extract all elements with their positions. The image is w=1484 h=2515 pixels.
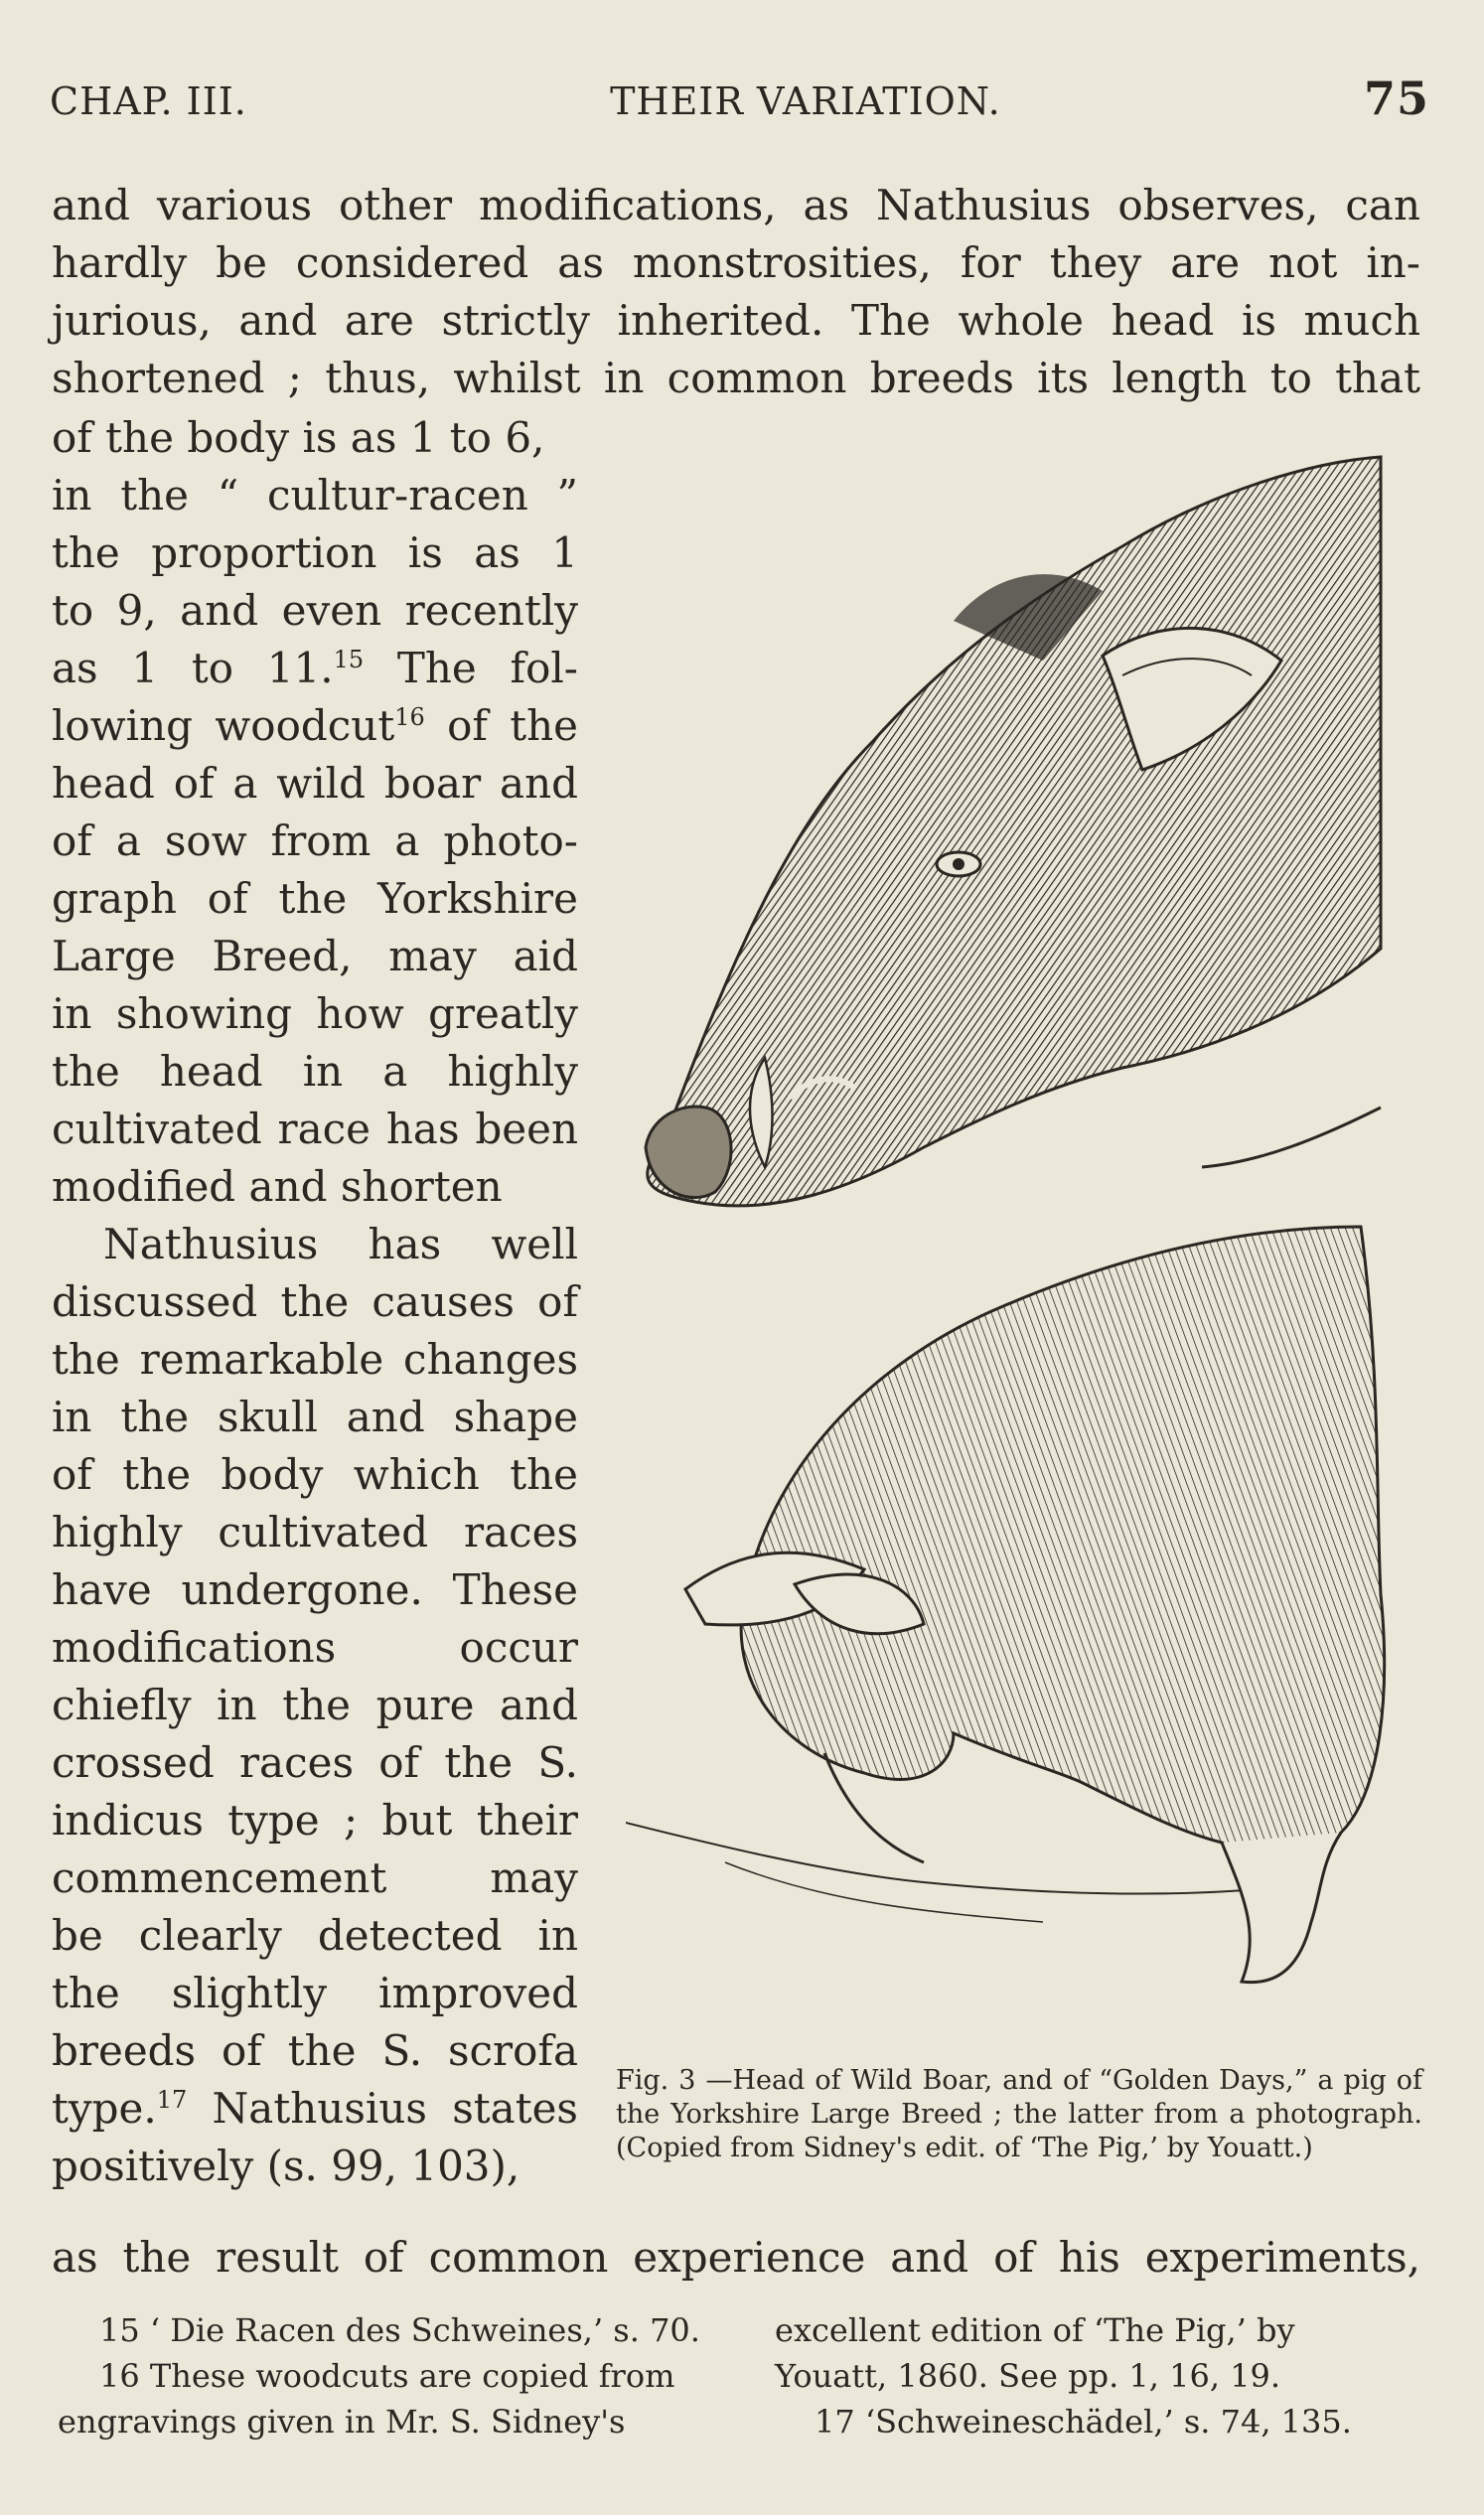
text-line: modified and shorten <box>52 1162 503 1211</box>
chapter-label: CHAP. III. <box>50 79 247 123</box>
footnote-ref-16[interactable]: 16 <box>394 703 425 731</box>
text-fragment: type. <box>52 2084 157 2133</box>
text-line: the remarkable changes <box>52 1335 578 1384</box>
text-line <box>52 640 578 697</box>
text-fragment: of the <box>424 701 578 750</box>
text-line: Large Breed, may aid <box>52 932 578 980</box>
footnote-ref-17[interactable]: 17 <box>156 2086 188 2114</box>
text-line: the head in a highly <box>52 1047 578 1096</box>
text-line: be clearly detected in <box>52 1911 578 1960</box>
figure-caption: Fig. 3 —Head of Wild Boar, and of “Golden Days,” a pig of the Yorkshire Large Breed ; the latter from a photograph. (Copied from Sidney's edit. of ‘The Pig,’ by Youatt.) <box>616 2065 1422 2163</box>
text-line: shortened ; thus, whilst in common breeds its length to that <box>52 354 1420 402</box>
text-line: and various other modifications, as Nathusius observes, can <box>52 181 1420 229</box>
text-line: the slightly improved <box>52 1969 578 2017</box>
text-fragment: lowing woodcut <box>52 701 395 750</box>
text-line: breeds of the S. scrofa <box>52 2026 578 2075</box>
text-line: crossed races of the S. <box>52 1738 578 1787</box>
text-line: as the result of common experience and of his experiments, <box>52 2233 1420 2282</box>
text-line: jurious, and are strictly inherited. The whole head is much <box>52 296 1420 345</box>
text-line: the proportion is as 1 <box>52 528 578 577</box>
text-line: in showing how greatly <box>52 989 578 1038</box>
woodcut-figure <box>626 452 1420 2036</box>
footnote-17: 17 ‘Schweineschädel,’ s. 74, 135. <box>815 2403 1352 2441</box>
text-line: positively (s. 99, 103), <box>52 2142 520 2190</box>
text-line: of the body which the <box>52 1450 578 1499</box>
page-number: 75 <box>1363 72 1429 125</box>
footnote-16-line: engravings given in Mr. S. Sidney's <box>58 2403 626 2441</box>
text-line: chiefly in the pure and <box>52 1681 578 1729</box>
text-line: to 9, and even recently <box>52 586 578 635</box>
text-line: Nathusius has well <box>103 1220 578 1268</box>
footnote-16-line: Youatt, 1860. See pp. 1, 16, 19. <box>775 2357 1281 2395</box>
text-line: graph of the Yorkshire <box>52 874 578 923</box>
text-line: cultivated race has been <box>52 1105 578 1153</box>
boar-and-pig-engraving <box>626 452 1420 2036</box>
text-line <box>52 2080 578 2138</box>
running-header <box>50 72 1429 131</box>
text-line: have undergone. These <box>52 1565 578 1614</box>
text-line: head of a wild boar and <box>52 759 578 808</box>
yorkshire-pig <box>626 1227 1385 1983</box>
footnote-15: 15 ‘ Die Racen des Schweines,’ s. 70. <box>99 2311 700 2349</box>
text-fragment: The fol- <box>364 644 579 692</box>
footnote-16-line: excellent edition of ‘The Pig,’ by <box>775 2311 1295 2349</box>
text-line: in the skull and shape <box>52 1393 578 1441</box>
text-fragment: as 1 to 11. <box>52 644 334 692</box>
running-title: THEIR VARIATION. <box>610 79 1001 123</box>
text-line: highly cultivated races <box>52 1508 578 1556</box>
text-line: indicus type ; but their <box>52 1796 578 1845</box>
text-line: commencement may <box>52 1853 578 1902</box>
wild-boar-head <box>646 457 1381 1206</box>
footnote-16-line: 16 These woodcuts are copied from <box>99 2357 675 2395</box>
text-line: in the “ cultur-racen ” <box>52 471 578 519</box>
text-fragment: Nathusius states <box>187 2084 578 2133</box>
text-line: discussed the causes of <box>52 1277 578 1326</box>
text-line: of a sow from a photo- <box>52 816 578 865</box>
text-line: hardly be considered as monstrosities, for they are not in- <box>52 238 1420 287</box>
text-line <box>52 697 578 755</box>
text-line: of the body is as 1 to 6, <box>52 413 545 462</box>
footnote-ref-15[interactable]: 15 <box>333 646 365 673</box>
text-line: modifications occur <box>52 1623 578 1672</box>
